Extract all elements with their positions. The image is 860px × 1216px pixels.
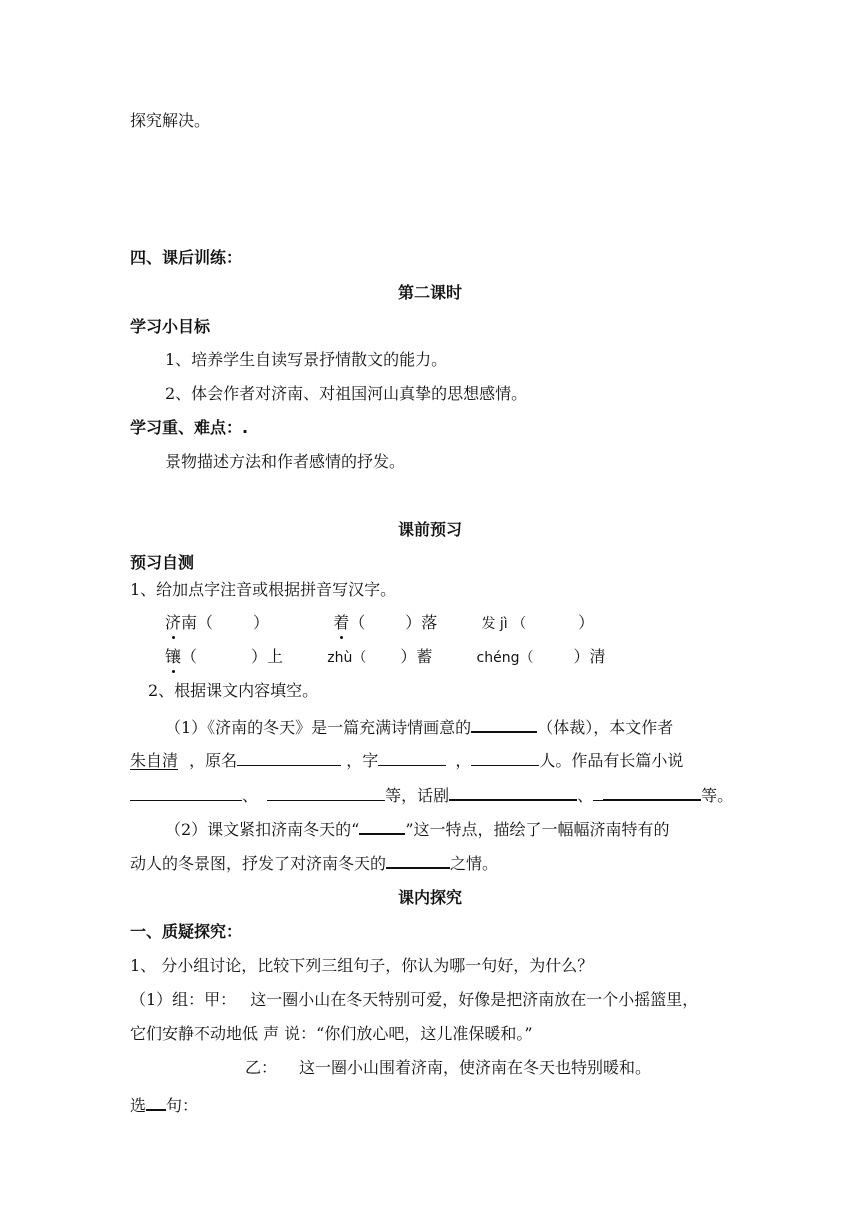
goals-heading: 学习小目标	[130, 317, 211, 336]
goal-item: 1、培养学生自读写景抒情散文的能力。	[165, 350, 448, 369]
blank[interactable]	[378, 749, 446, 766]
preview-title: 课前预习	[397, 520, 462, 539]
blank[interactable]	[603, 783, 701, 801]
inquiry-heading: 一、质疑探究：	[130, 922, 243, 941]
fill-blank-1-line-1: （1）《济南的冬天》是一篇充满诗情画意的 （体裁），本文作者	[165, 715, 673, 738]
fill-blank-2-line-1: （2）课文紧扣济南冬天的“ ”这一特点，描绘了一幅幅济南特有的	[165, 817, 670, 840]
dotted-char: 着	[333, 613, 350, 632]
key-points-text: 景物描述方法和作者感情的抒发。	[165, 452, 406, 471]
author-name: 朱自清	[130, 751, 179, 770]
blank[interactable]	[471, 749, 539, 766]
section-heading-after-class: 四、课后训练：	[130, 248, 243, 267]
goal-item: 2、体会作者对济南、对祖国河山真挚的思想感情。	[165, 384, 528, 403]
fill-blank-1-line-3: 、 等，话剧 、 等。	[130, 783, 733, 806]
continuation-text: 探究解决。	[130, 111, 211, 130]
pinyin-row-1: 济南（ ） 着（ ）落 发 jì （ ）	[165, 613, 595, 632]
dotted-char: 镶	[165, 647, 182, 666]
lesson-title: 第二课时	[397, 283, 462, 302]
key-points-heading: 学习重、难点：.	[130, 418, 249, 437]
discussion-question: 1、 分小组讨论，比较下列三组句子，你认为哪一句好，为什么？	[130, 956, 594, 975]
blank[interactable]	[359, 817, 405, 835]
blank[interactable]	[386, 851, 450, 869]
group-1-sentence-a-cont: 它们安静不动地低 声 说：“你们放心吧，这儿准保暖和。”	[130, 1024, 533, 1043]
group-1-sentence-b: 乙： 这一圈小山围着济南，使济南在冬天也特别暖和。	[245, 1058, 652, 1077]
fill-blank-1-line-2: 朱自清 ，原名 ，字 ， 人。作品有长篇小说	[130, 751, 684, 770]
blank[interactable]	[237, 749, 341, 766]
question-2: 2、根据课文内容填空。	[148, 681, 319, 700]
blank[interactable]	[449, 783, 577, 801]
group-1-sentence-a: （1）组：甲： 这一圈小山在冬天特别可爱，好像是把济南放在一个小摇篮里，	[130, 990, 699, 1009]
pinyin-row-2: 镶（ ）上 zhù（ ）蓄 chéng（ ）清	[165, 647, 606, 666]
blank[interactable]	[146, 1093, 166, 1111]
blank[interactable]	[267, 784, 385, 801]
blank[interactable]	[593, 784, 603, 801]
dotted-char: 济	[165, 613, 182, 632]
fill-blank-2-line-2: 动人的冬景图，抒发了对济南冬天的 之情。	[130, 851, 498, 874]
choose-sentence: 选 句：	[130, 1093, 198, 1116]
blank[interactable]	[130, 784, 242, 801]
self-test-heading: 预习自测	[130, 553, 195, 572]
question-1: 1、给加点字注音或根据拼音写汉字。	[130, 580, 397, 599]
inclass-title: 课内探究	[397, 888, 462, 907]
blank[interactable]	[471, 715, 537, 733]
